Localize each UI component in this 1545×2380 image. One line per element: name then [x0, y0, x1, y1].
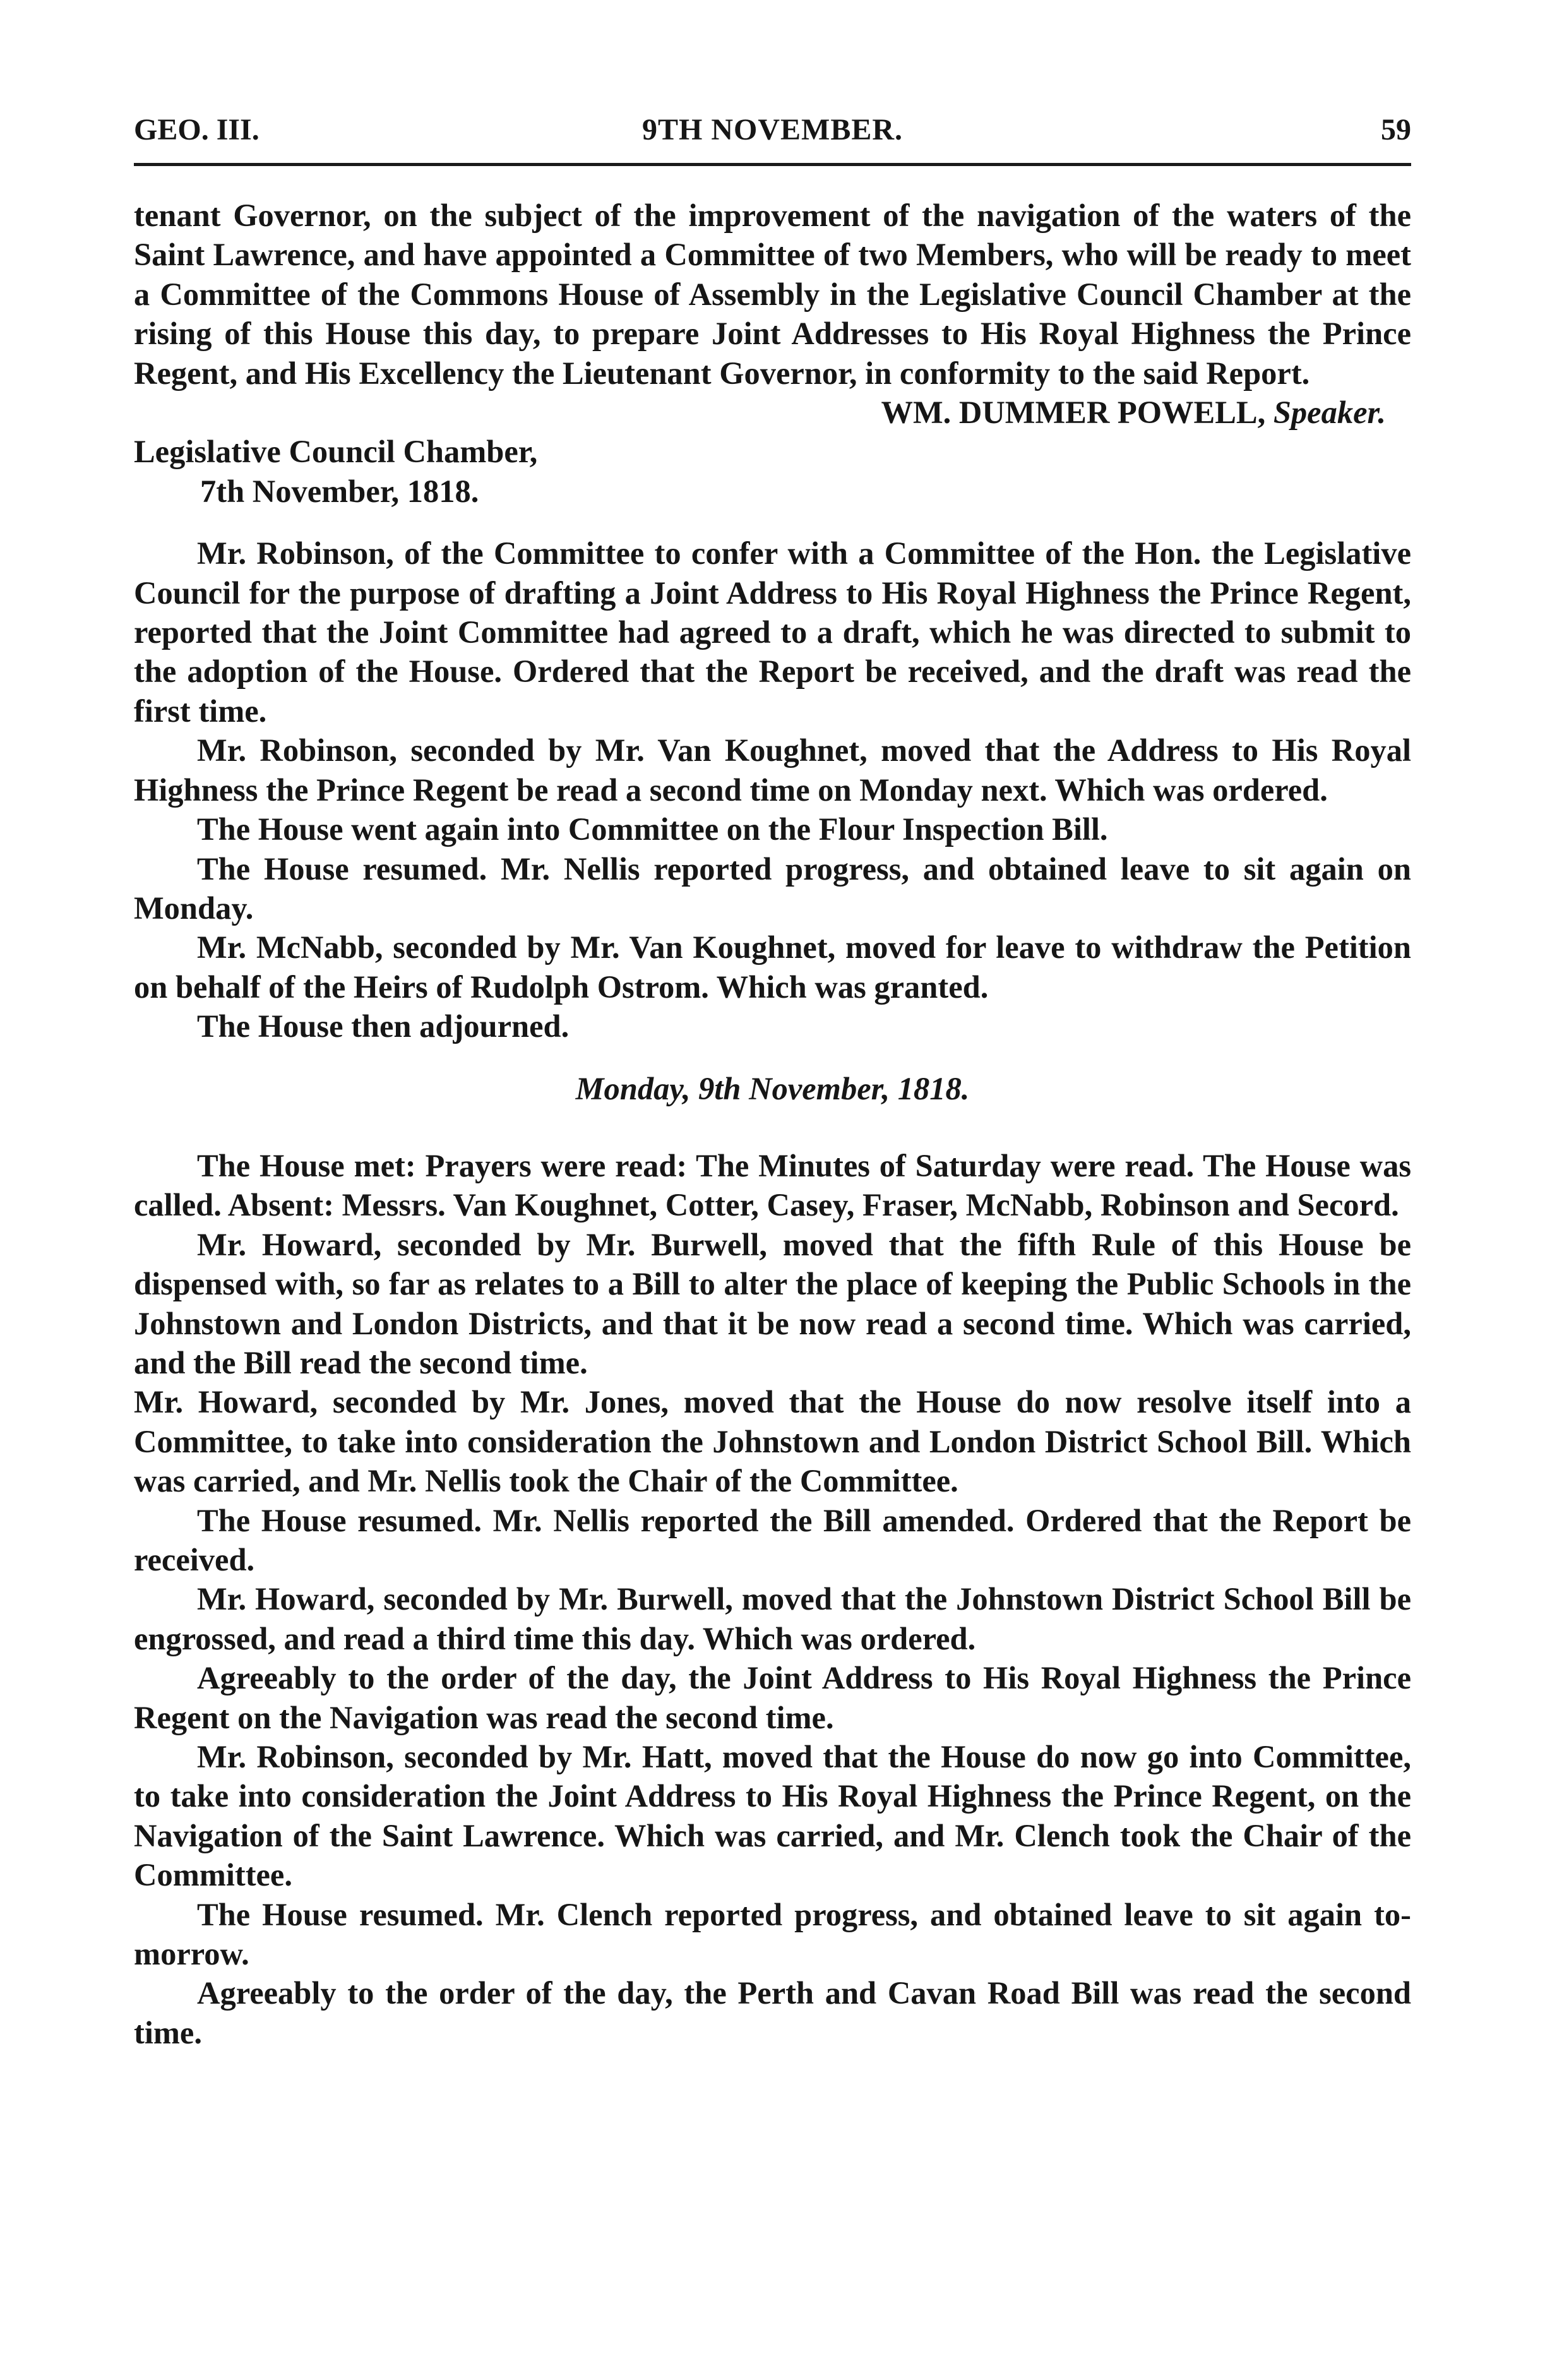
- header-date: 9TH NOVEMBER.: [641, 113, 904, 147]
- page-number: 59: [1381, 113, 1411, 147]
- paragraph: Mr. Howard, seconded by Mr. Burwell, moved that the fifth Rule of this House be dispensed with, so far as relates to a Bill to alter the place of keeping the Public Schools in the Johnstown and London Districts, and that it be now read a second time. Which was carried, and the Bill read the second time.: [134, 1226, 1411, 1380]
- paragraph: Mr. Robinson, of the Committee to confer with a Committee of the Hon. the Legislative Council for the purpose of drafting a Joint Address to His Royal Highness the Prince Regent, reported that the Joint Committee had agreed to a draft, which he was directed to submit to the adoption of the House. Ordered that the Report be received, and the draft was read the first time.: [134, 535, 1411, 729]
- paragraph: Mr. Robinson, seconded by Mr. Van Koughnet, moved that the Address to His Royal Highness the Prince Regent be read a second time on Monday next. Which was ordered.: [134, 733, 1411, 808]
- signature-title: Speaker.: [1273, 395, 1386, 431]
- spacer: [134, 511, 1411, 534]
- paragraph: The House resumed. Mr. Clench reported progress, and obtained leave to sit again to-morrow.: [134, 1896, 1411, 1972]
- body-text: [134, 196, 1411, 2052]
- paragraph: Mr. Howard, seconded by Mr. Jones, moved that the House do now resolve itself into a Committee, to take into consideration the Johnstown and London District School Bill. Which was carried, and Mr. Nellis took the Chair of the Committee.: [134, 1384, 1411, 1499]
- paragraph: Agreeably to the order of the day, the Perth and Cavan Road Bill was read the second time.: [134, 1975, 1411, 2050]
- paragraph: The House resumed. Mr. Nellis reported the Bill amended. Ordered that the Report be received.: [134, 1502, 1411, 1577]
- signature: [134, 393, 1411, 432]
- paragraph: The House resumed. Mr. Nellis reported progress, and obtained leave to sit again on Monday.: [134, 851, 1411, 926]
- paragraph: Mr. Robinson, seconded by Mr. Hatt, moved that the House do now go into Committee, to take into consideration the Joint Address to His Royal Highness the Prince Regent, on the Navigation of the Saint Lawrence. Which was carried, and Mr. Clench took the Chair of the Committee.: [134, 1739, 1411, 1893]
- place-date-line: 7th November, 1818.: [200, 473, 479, 509]
- date-heading: Monday, 9th November, 1818.: [575, 1070, 970, 1106]
- paragraph: tenant Governor, on the subject of the improvement of the navigation of the waters of the Saint Lawrence, and have appointed a Committee of two Members, who will be ready to meet a Committee of the Commons House of Assembly in the Legislative Council Chamber at the rising of this House this day, to prepare Joint Addresses to His Royal Highness the Prince Regent, and His Excellency the Lieutenant Governor, in conformity to the said Report.: [134, 198, 1411, 391]
- paragraph: The House went again into Committee on the Flour Inspection Bill.: [197, 811, 1108, 847]
- running-header: [134, 112, 1411, 163]
- place-line: Legislative Council Chamber,: [134, 434, 538, 470]
- paragraph: Mr. Howard, seconded by Mr. Burwell, moved that the Johnstown District School Bill be engrossed, and read a third time this day. Which was ordered.: [134, 1581, 1411, 1656]
- spacer: [134, 1108, 1411, 1146]
- paragraph: The House met: Prayers were read: The Minutes of Saturday were read. The House was called. Absent: Messrs. Van Koughnet, Cotter, Casey, Fraser, McNabb, Robinson and Secord.: [134, 1147, 1411, 1223]
- paragraph: Agreeably to the order of the day, the Joint Address to His Royal Highness the Prince Regent on the Navigation was read the second time.: [134, 1660, 1411, 1735]
- spacer: [134, 1046, 1411, 1069]
- paragraph: The House then adjourned.: [197, 1008, 570, 1044]
- header-reign: GEO. III.: [134, 113, 259, 147]
- paragraph: Mr. McNabb, seconded by Mr. Van Koughnet, moved for leave to withdraw the Petition on behalf of the Heirs of Rudolph Ostrom. Which was granted.: [134, 930, 1411, 1005]
- signature-name: WM. DUMMER POWELL,: [881, 395, 1266, 431]
- header-rule: [134, 163, 1411, 166]
